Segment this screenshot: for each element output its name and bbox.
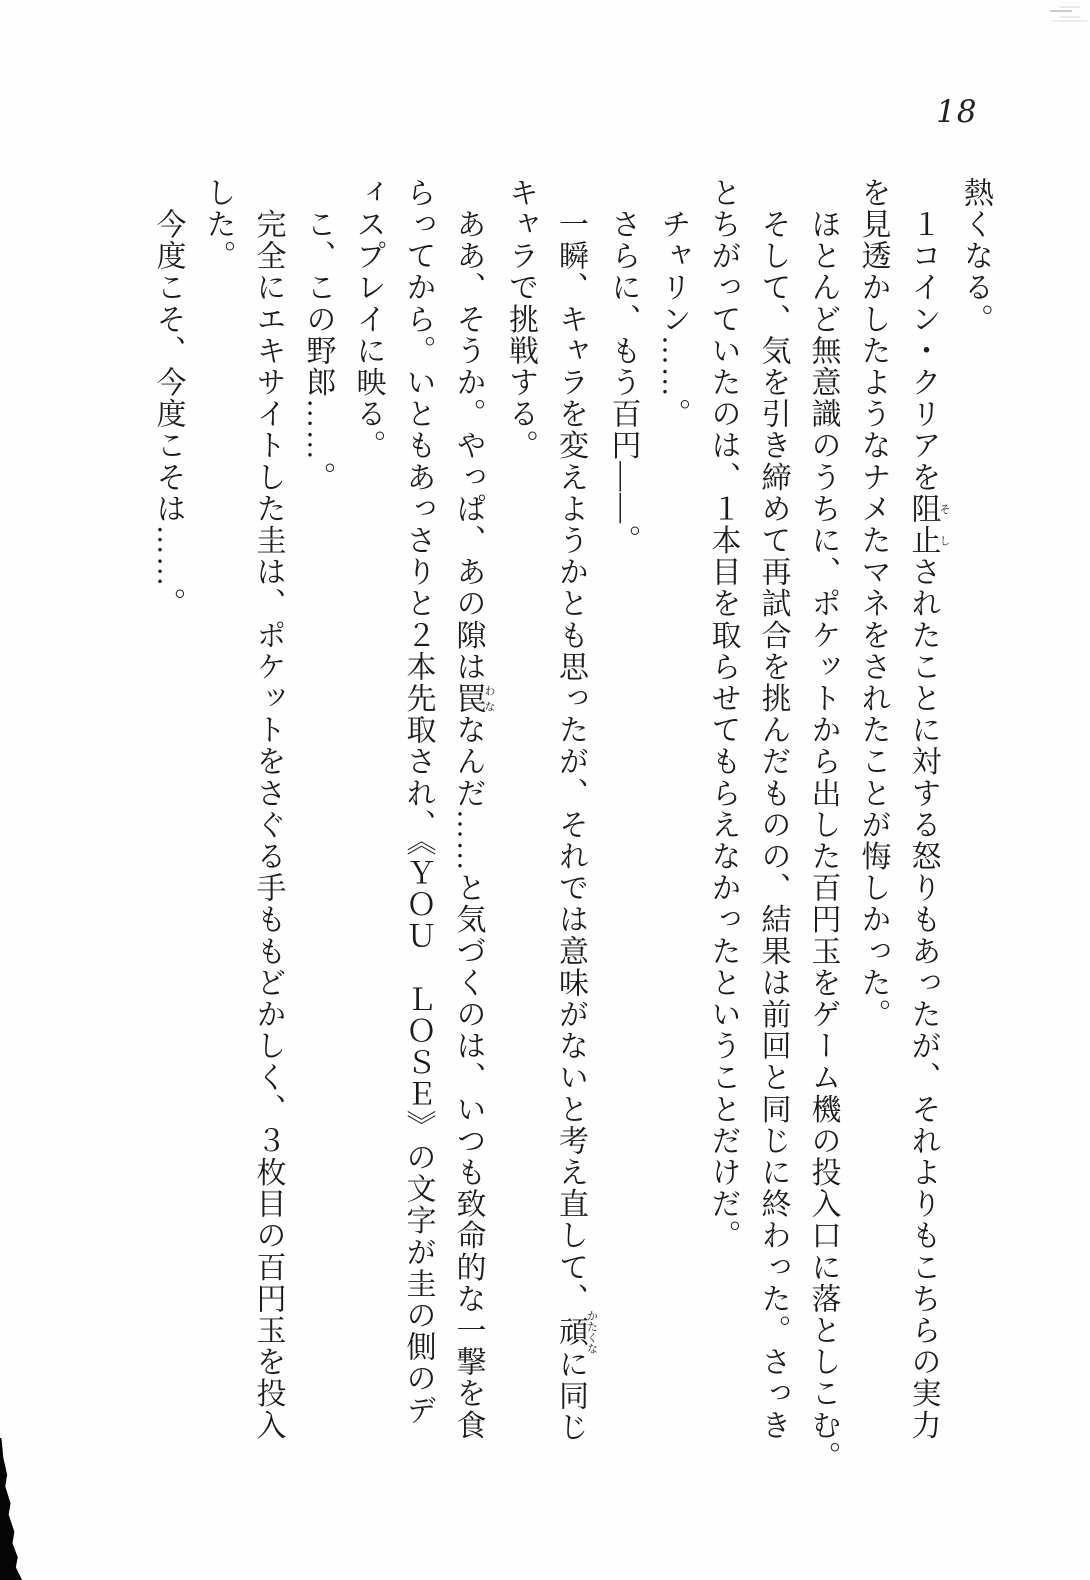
- text-line: １コイン・クリアを阻止そしされたことに対する怒りもあったが、それよりもこちらの実力: [906, 177, 950, 1442]
- text-line: ィスプレイに映る。: [351, 177, 385, 462]
- text-line: ああ、そうか。やっぱ、あの隙は罠わななんだ……と気づくのは、いつも致命的な一撃を食: [451, 177, 495, 1442]
- vertical-text-block: [143, 177, 1001, 1473]
- text-line: を見透かしたようなナメたマネをされたことが悔しかった。: [856, 177, 890, 1031]
- text-line: 熱くなる。: [959, 177, 992, 335]
- text-line: 今度こそ、今度こそは……。: [151, 177, 185, 620]
- text-line: とちがっていたのは、１本目を取らせてもらえなかったということだけだ。: [706, 177, 740, 1252]
- text-line: ほとんど無意識のうちに、ポケットから出した百円玉をゲーム機の投入口に落としこむ。: [806, 177, 840, 1473]
- text-line: 完全にエキサイトした圭は、ポケットをさぐる手ももどかしく、３枚目の百円玉を投入: [251, 177, 285, 1441]
- furigana-ruby: 阻止そし: [906, 493, 950, 557]
- furigana-ruby: 頑かたくな: [554, 1309, 598, 1354]
- text-line: キャラで挑戦する。: [504, 177, 537, 462]
- furigana-ruby: 罠わな: [451, 682, 495, 715]
- scan-artifact-top-right: [1050, 10, 1072, 12]
- text-line: 一瞬、キャラを変えようかとも思ったが、それでは意味がないと考え直して、頑かたくなに同じ: [554, 177, 598, 1444]
- text-line: チャリン……。: [656, 177, 690, 430]
- text-line: らってから。いともあっさりと２本先取され、《ＹＯＵ ＬＯＳＥ》の文字が圭の側のデ: [401, 177, 435, 1426]
- page-number: 18: [936, 94, 978, 130]
- text-line: さらに、もう百円――。: [606, 177, 640, 557]
- text-line: こ、この野郎……。: [301, 177, 335, 493]
- scan-artifact-bottom-left: [0, 1438, 24, 1580]
- text-line: そして、気を引き締めて再試合を挑んだものの、結果は前回と同じに終わった。さっき: [756, 177, 790, 1441]
- text-line: した。: [201, 177, 235, 272]
